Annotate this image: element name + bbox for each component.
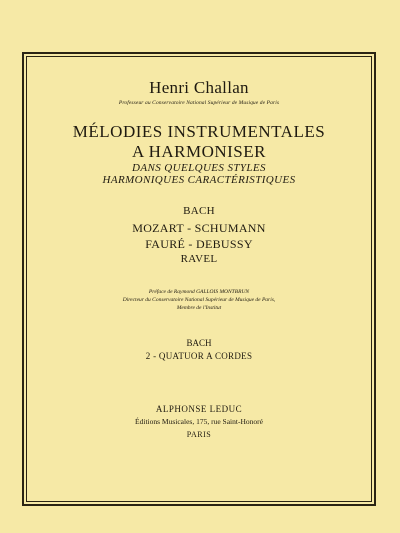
publisher-name: ALPHONSE LEDUC xyxy=(155,404,243,414)
subtitle-line-1: DANS QUELQUES STYLES xyxy=(132,162,266,174)
publisher-address: Éditions Musicales, 175, rue Saint-Honoré xyxy=(135,417,263,426)
volume-composer: BACH xyxy=(186,338,212,348)
title-line-1: MÉLODIES INSTRUMENTALES xyxy=(72,122,326,141)
preface-line: Directeur du Conservatoire National Supérieur de Musique de Paris, xyxy=(122,297,276,303)
composer-line: BACH xyxy=(183,205,215,217)
author-title: Professeur au Conservatoire National Supérieur de Musique de Paris xyxy=(118,100,280,106)
composer-line: RAVEL xyxy=(180,253,218,265)
subtitle-line-2: HARMONIQUES CARACTÉRISTIQUES xyxy=(102,174,296,186)
volume-title: 2 - QUATUOR A CORDES xyxy=(145,351,253,361)
author-name: Henri Challan xyxy=(149,78,249,97)
preface-line: Préface de Raymond GALLOIS MONTBRUN xyxy=(148,289,250,295)
publisher-city: PARIS xyxy=(186,430,212,439)
cover-content xyxy=(26,56,372,502)
preface-line: Membre de l'Institut xyxy=(176,305,222,311)
title-line-2: A HARMONISER xyxy=(132,142,266,161)
composer-line: MOZART - SCHUMANN xyxy=(132,221,266,235)
composer-line: FAURÉ - DEBUSSY xyxy=(145,237,253,251)
